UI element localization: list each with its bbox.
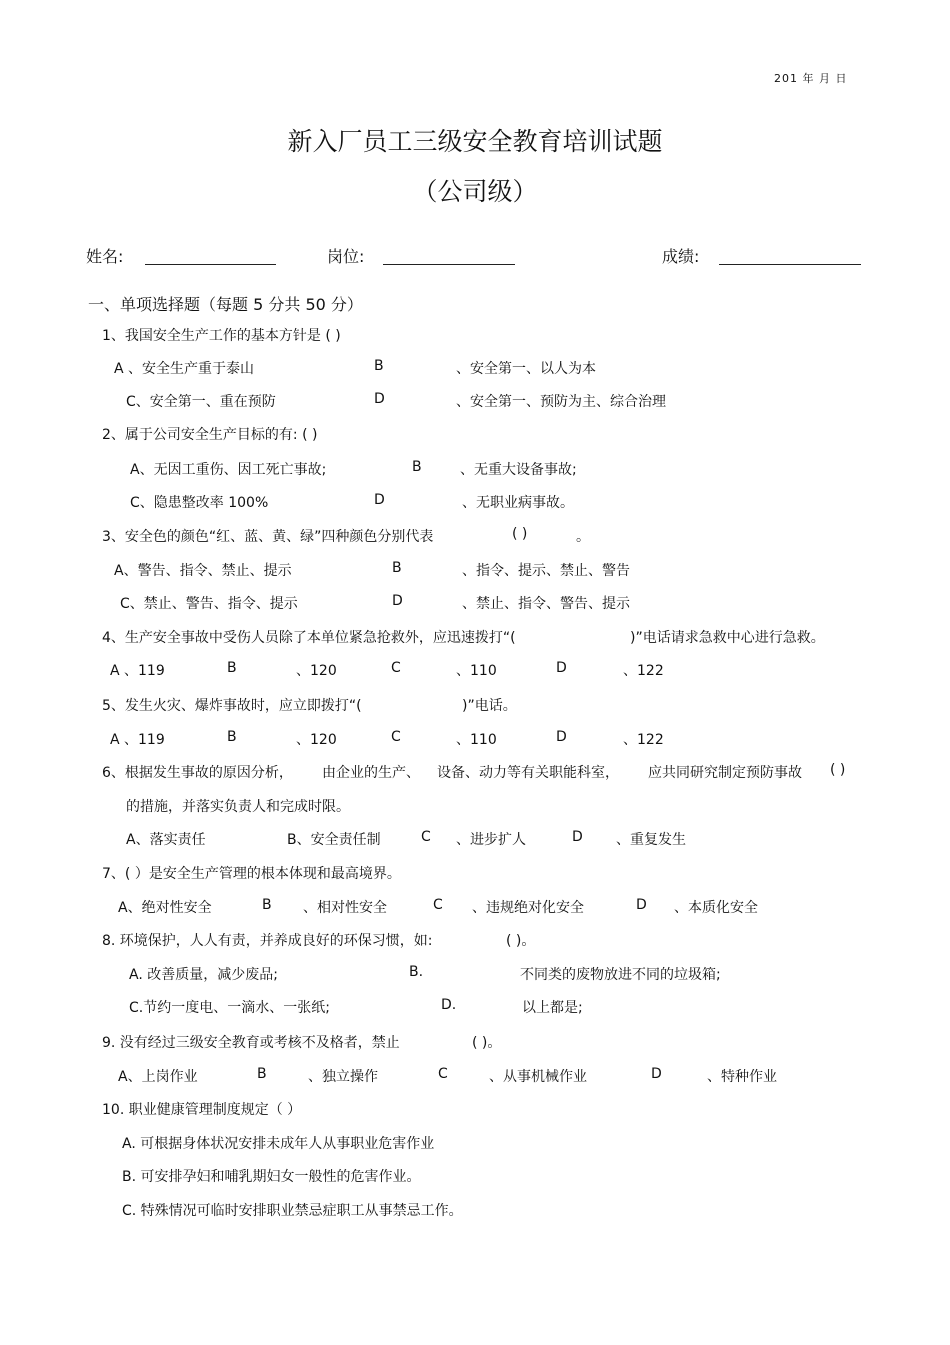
question-1-option-c: C、安全第一、重在预防 xyxy=(126,394,276,410)
question-4-option-b: 、120 xyxy=(296,663,337,679)
question-4-option-d-letter: D xyxy=(556,660,567,676)
question-8-option-b: 不同类的废物放进不同的垃圾箱; xyxy=(520,967,721,983)
question-6-stem-part-1: 6、根据发生事故的原因分析， xyxy=(102,765,293,781)
question-6-option-d: 、重复发生 xyxy=(616,832,686,848)
question-1-stem: 1、我国安全生产工作的基本方针是 ( ) xyxy=(102,328,341,344)
question-7-option-c-letter: C xyxy=(433,897,443,913)
question-5-option-d: 、122 xyxy=(623,732,664,748)
question-7-option-b-letter: B xyxy=(262,897,272,913)
question-3-option-a: A、警告、指令、禁止、提示 xyxy=(114,563,292,579)
question-2-option-d: 、无职业病事故。 xyxy=(462,495,574,511)
question-6-stem-part-4: 应共同研究制定预防事故 xyxy=(648,765,802,781)
question-6-stem-part-2: 由企业的生产、 xyxy=(322,765,420,781)
question-6-stem-part-3: 设备、动力等有关职能科室， xyxy=(437,765,619,781)
question-1-option-a: A 、安全生产重于泰山 xyxy=(114,361,255,377)
question-7-option-d: 、本质化安全 xyxy=(674,900,758,916)
question-1-option-b: 、安全第一、以人为本 xyxy=(456,361,596,377)
question-7-option-d-letter: D xyxy=(636,897,647,913)
question-9-option-b: 、独立操作 xyxy=(308,1069,378,1085)
question-9-option-c: 、从事机械作业 xyxy=(489,1069,587,1085)
question-6-option-c-letter: C xyxy=(421,829,431,845)
question-4-option-c-letter: C xyxy=(391,660,401,676)
question-10-option-b: B. 可安排孕妇和哺乳期妇女一般性的危害作业。 xyxy=(122,1169,421,1185)
question-9-option-a: A、上岗作业 xyxy=(118,1069,198,1085)
question-2-option-b-letter: B xyxy=(412,459,422,475)
question-4-option-c: 、110 xyxy=(456,663,497,679)
question-3-option-b-letter: B xyxy=(392,560,402,576)
question-9-option-b-letter: B xyxy=(257,1066,267,1082)
question-1-option-b-letter: B xyxy=(374,358,384,374)
question-9-answer-paren: ( )。 xyxy=(472,1035,502,1051)
question-9-option-d: 、特种作业 xyxy=(707,1069,777,1085)
name-label: 姓名: xyxy=(86,247,124,266)
question-6-stem-line-2: 的措施，并落实负责人和完成时限。 xyxy=(126,799,350,815)
question-10-option-a: A. 可根据身体状况安排未成年人从事职业危害作业 xyxy=(122,1136,435,1152)
section-heading: 一、单项选择题（每题 5 分共 50 分） xyxy=(88,295,363,314)
question-8-stem: 8. 环境保护，人人有责，并养成良好的环保习惯，如: xyxy=(102,933,433,949)
question-5-option-d-letter: D xyxy=(556,729,567,745)
question-4-stem-end: )”电话请求急救中心进行急救。 xyxy=(630,630,825,646)
question-6-option-a: A、落实责任 xyxy=(126,832,206,848)
question-1-option-d: 、安全第一、预防为主、综合治理 xyxy=(456,394,666,410)
question-7-option-a: A、绝对性安全 xyxy=(118,900,212,916)
question-4-option-d: 、122 xyxy=(623,663,664,679)
score-label: 成绩: xyxy=(662,247,700,266)
question-6-option-b: B、安全责任制 xyxy=(287,832,381,848)
question-8-option-a: A. 改善质量，减少废品; xyxy=(129,967,278,983)
question-3-answer-paren: ( ) xyxy=(512,526,528,542)
question-3-stem: 3、安全色的颜色“红、蓝、黄、绿”四种颜色分别代表 xyxy=(102,529,434,545)
question-5-option-b-letter: B xyxy=(227,729,237,745)
question-3-option-b: 、指令、提示、禁止、警告 xyxy=(462,563,630,579)
name-blank xyxy=(145,264,276,265)
question-2-stem: 2、属于公司安全生产目标的有: ( ) xyxy=(102,427,318,443)
question-4-stem: 4、生产安全事故中受伤人员除了本单位紧急抢救外，应迅速拨打“( xyxy=(102,630,516,646)
question-5-option-c-letter: C xyxy=(391,729,401,745)
question-3-option-c: C、禁止、警告、指令、提示 xyxy=(120,596,298,612)
question-2-option-a: A、无因工重伤、因工死亡事故; xyxy=(130,462,327,478)
post-label: 岗位: xyxy=(327,247,365,266)
question-10-stem: 10. 职业健康管理制度规定（ ） xyxy=(102,1102,302,1118)
question-6-answer-paren: ( ) xyxy=(830,762,846,778)
question-7-stem: 7、( ）是安全生产管理的根本体现和最高境界。 xyxy=(102,866,401,882)
question-5-stem-end: )”电话。 xyxy=(462,698,517,714)
question-2-option-c: C、隐患整改率 100% xyxy=(130,495,269,511)
question-2-option-b: 、无重大设备事故; xyxy=(460,462,577,478)
question-5-option-a: A 、119 xyxy=(110,732,165,748)
score-blank xyxy=(719,264,861,265)
question-1-option-d-letter: D xyxy=(374,391,385,407)
date-line: 201 年 月 日 xyxy=(774,72,848,85)
question-3-option-d-letter: D xyxy=(392,593,403,609)
page-subtitle: （公司级） xyxy=(412,177,538,206)
question-8-option-c: C.节约一度电、一滴水、一张纸; xyxy=(129,1000,330,1016)
question-5-option-b: 、120 xyxy=(296,732,337,748)
question-9-option-c-letter: C xyxy=(438,1066,448,1082)
page-title: 新入厂员工三级安全教育培训试题 xyxy=(287,127,663,156)
question-5-stem: 5、发生火灾、爆炸事故时，应立即拨打“( xyxy=(102,698,362,714)
question-7-option-b: 、相对性安全 xyxy=(303,900,387,916)
post-blank xyxy=(383,264,515,265)
question-3-option-d: 、禁止、指令、警告、提示 xyxy=(462,596,630,612)
question-6-option-d-letter: D xyxy=(572,829,583,845)
question-3-end: 。 xyxy=(576,529,590,545)
question-5-option-c: 、110 xyxy=(456,732,497,748)
question-9-stem: 9. 没有经过三级安全教育或考核不及格者，禁止 xyxy=(102,1035,400,1051)
question-8-option-d-letter: D. xyxy=(441,997,457,1013)
question-10-option-c: C. 特殊情况可临时安排职业禁忌症职工从事禁忌工作。 xyxy=(122,1203,463,1219)
question-6-option-c: 、进步扩人 xyxy=(456,832,526,848)
question-2-option-d-letter: D xyxy=(374,492,385,508)
question-8-option-b-letter: B. xyxy=(409,964,424,980)
question-4-option-a: A 、119 xyxy=(110,663,165,679)
question-8-answer-paren: ( )。 xyxy=(506,933,536,949)
question-4-option-b-letter: B xyxy=(227,660,237,676)
question-7-option-c: 、违规绝对化安全 xyxy=(472,900,584,916)
question-9-option-d-letter: D xyxy=(651,1066,662,1082)
question-8-option-d: 以上都是; xyxy=(522,1000,583,1016)
